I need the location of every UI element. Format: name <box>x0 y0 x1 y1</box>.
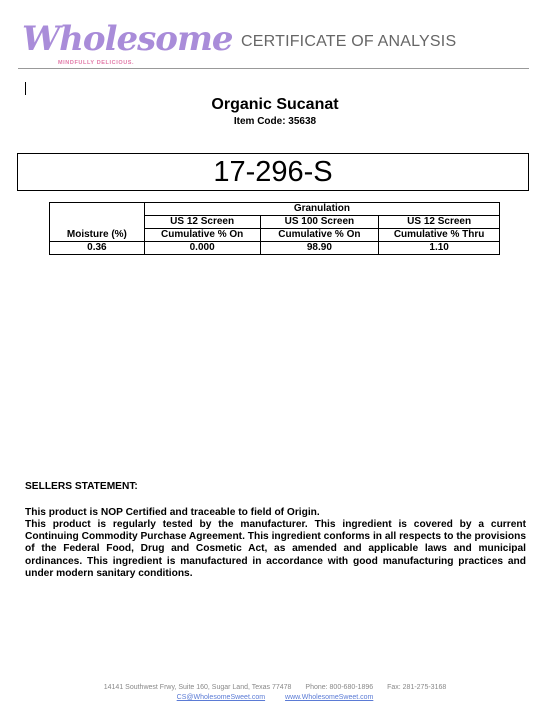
logo-tagline: MINDFULLY DELICIOUS. <box>58 60 135 66</box>
table-row <box>50 242 500 255</box>
footer-address: 14141 Southwest Frwy, Suite 160, Sugar Land, Texas 77478 <box>103 684 292 691</box>
footer-fax: Fax: 281-275-3168 <box>387 684 447 691</box>
footer-links <box>0 694 550 701</box>
company-logo <box>22 19 233 70</box>
text-cursor <box>25 82 26 95</box>
product-name: Organic Sucanat <box>211 96 339 113</box>
column-header-moisture: Moisture (%) <box>50 229 145 242</box>
table-header-row-2 <box>50 229 500 242</box>
value-moisture: 0.36 <box>50 242 145 255</box>
item-code: Item Code: 35638 <box>233 116 317 127</box>
value-us12-on: 0.000 <box>144 242 260 255</box>
column-header-us100-on-line2: Cumulative % On <box>260 229 379 242</box>
column-header-us12-on-line1: US 12 Screen <box>144 216 260 229</box>
lot-number-box: 17-296-S <box>17 153 529 191</box>
column-header-us100-on-line1: US 100 Screen <box>260 216 379 229</box>
table-header-row-1 <box>50 216 500 229</box>
logo-wordmark: Wholesome <box>22 19 233 59</box>
column-header-us12-thru-line1: US 12 Screen <box>379 216 500 229</box>
document-title: CERTIFICATE OF ANALYSIS <box>241 33 457 50</box>
footer-website-link[interactable]: www.WholesomeSweet.com <box>285 694 374 701</box>
header-divider <box>18 68 529 69</box>
footer-phone: Phone: 800-680-1896 <box>305 684 374 691</box>
header-divider-tick <box>18 68 22 69</box>
sellers-statement-heading: SELLERS STATEMENT: <box>25 481 138 492</box>
value-us12-thru: 1.10 <box>379 242 500 255</box>
value-us100-on: 98.90 <box>260 242 379 255</box>
table-group-header-row <box>50 203 500 216</box>
granulation-header: Granulation <box>144 203 499 216</box>
footer-contact <box>0 684 550 691</box>
footer-email-link[interactable]: CS@WholesomeSweet.com <box>176 694 266 701</box>
nop-certification-line: This product is NOP Certified and traceable to field of Origin. <box>25 507 320 518</box>
table-header-blank <box>50 203 145 216</box>
sellers-statement-paragraph: This product is regularly tested by the manufacturer. This ingredient is covered by a current Continuing Commodity Purchase Agreement. This ingredient conforms in all respects to the provisions of the Federal Food, Drug and Cosmetic Act, as amended and applicable laws and municipal ordinances. This ingredient is manufactured in accordance with good manufacturing practices and under modern sanitary conditions. <box>25 519 526 579</box>
column-header-us12-on-line2: Cumulative % On <box>144 229 260 242</box>
column-header-us12-thru-line2: Cumulative % Thru <box>379 229 500 242</box>
analysis-table <box>49 202 500 255</box>
table-header-blank <box>50 216 145 229</box>
